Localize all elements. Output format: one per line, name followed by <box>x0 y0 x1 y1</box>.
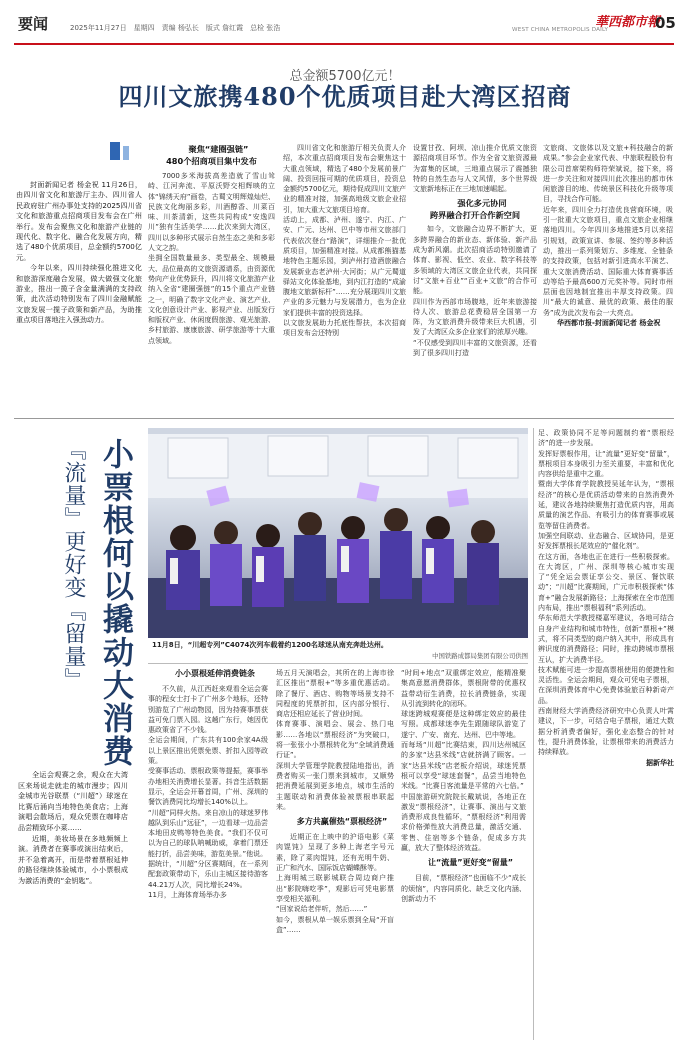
a1-col4b-text: 如今，文旅融合边界不断扩大，更多跨界融合的新业态、新体验、新产品成为新风潮。此次招商活动特别邀请了体育、影视、低空、农业、数字科技等多领域的大湾区文旅企业代表，共同探讨“文旅+百业”“百业+文旅”的合作可能。 四川作为西部市场腹地，近年来旅游接待人次、旅游总花费稳居全国第一方阵，为文旅消费升级带来巨大机遇，引发了大湾区众多企业家们的浓厚兴趣。 “不仅感受到四川丰富的文旅资源，还看到了很多四川打造 <box>413 225 537 358</box>
a1-subhead-2: 强化多元协同 跨界融合打开合作新空间 <box>429 198 521 221</box>
masthead-logo: 華西都市報 <box>595 15 661 30</box>
a2-col4-text: 足、政策协同不足等问题制约着“票根经济”的进一步发展。 发挥好票根作用，让“流量”更好变“留量”，票根项目本身吸引力至关重要，丰富和优化内容供给是重中之重。 暨南大学体育学院教授吴延年认为，“票根经济”的核心是优质活动带来的自然消费外延，建议各地持续聚焦打造优质内容，用高质量的演艺作品、有吸引力的体育赛事或展览等留住消费者。 加强空间联动、业态融合、区域协同，是更好发挥票根长尾效应的“催化剂”。 在这方面，各地也正在进行一些积极探索。在大湾区，广州、深圳等核心城市实现了“凭全运会票证享公交、景区、餐饮联动”；“川超”比赛期间，广元市积极探索“体育+”融合发展新路径；上海探索在全市范围内布局，推出“票根福利”系列活动。 华东师范大学教授楼嘉军建议，各地可结合自身产业结构和城市特性，创新“票根+”模式，将不同类型的商户纳入其中，形成具有辨识度的消费路径；同时，推动跨城市票根互认，扩大消费半径。 技术赋能可进一步提高票根使用的便捷性和灵活性。全运会期间，观众可凭电子票根，在深圳消费体育中心免费体验旅百种新奇产品。 西南财经大学消费经济研究中心负责人叶霄建议，下一步，可结合电子票根，通过大数据分析消费者偏好，强化业态整合的针对性，提升消费体验，让票根带来的消费活力持续释放。 <box>538 429 674 757</box>
a1-col5-text: 文旅商、文旅体以及文旅+科技融合的新成果。”参会企业家代表、中旅联程股份有限公司首席架构师符荣斌说，接下来，将进一步关注和对接四川此次推出的都市休闲旅游目的地、传统景区科技化升级等项目，寻找合作可能。 近年来，四川全力打造优良营商环境，吸引一批重大文旅项目，重点文旅企业相继落地四川。今年四川多地推进5月以来招引规划，政策宣讲、参展、签约等多种活动，推出一系列策划方、多维度、全链条的支持政策，包括对新引进高水平演艺、重大文旅消费活动、国际重大体育赛事活动等给予最高600万元奖补等。同时市州层面也因地制宜推出丰厚支持政策。四川“最大的诚意、最优的政策、最佳的服务”成为此次发布会一大亮点。 <box>543 144 673 317</box>
a2-col2b-text: 近期正在上映中的沪语电影《菜肉馄饨》呈现了多种上海老字号元素，除了菜肉馄饨，还有光明牛奶、正广和汽水、国际饭店蝴蝶酥等。 上海明城三联影城联合周边商户推出“影院嗨吃季”，观影后可凭电影票享受相关福利。 “回家说给老伴听，然后……” 如今，票根从单一娱乐票到全局“开盲盒”…… <box>276 833 394 934</box>
header-info: 2025年11月27日 星期四 责编 杨弘长 版式 詹红霞 总检 张浩 <box>70 24 281 32</box>
decor-bars <box>110 142 140 162</box>
a2-lead <box>18 770 128 1040</box>
a2-lead-p1: 全运会观赛之余，观众在大湾区来场说走就走的城市漫步；四川金城市光谷联票（“川超”）球迷在比赛后涌向当地特色美食店；上海演唱会散场后，观众凭票在咖啡店品尝精致环小菜…… <box>18 770 128 832</box>
a1-lead-p1: 封面新闻记者 杨金祝 11月26日，由四川省文化和旅游厅主办、四川省人民政府驻广州办事处支持的2025四川省文化和旅游重点招商项目发布会在广州举行。发布会聚焦文化和旅游产业链的现代化、数字化、融合化发展方向，精选了480个优质项目，总金额约5700亿元。 <box>16 180 142 262</box>
a1-col5 <box>543 143 673 408</box>
a2-lead-p2: 近期，美妆场景在多地频频上演。消费者在赛事或演出结束后，并不急着离开，而是带着票根延伸的路径继续体验城市，小小票根成为激活消费的“金钥匙”。 <box>18 833 128 885</box>
a2-col1 <box>148 668 268 1040</box>
page-number: 05 <box>655 14 676 32</box>
news-photo <box>148 428 528 638</box>
a1-col4-text: 设置甘孜、阿坝、凉山推介优质文旅资源招商项目环节。作为全省文旅资源最为富集的区域，三地重点展示了震撼独特的自然生态与人文风情，多个世界级文旅新地标正在三地加速崛起。 <box>413 144 537 194</box>
a2-headline-vertical: 小票根何以撬动大消费 <box>97 438 133 768</box>
a1-col3-text: 四川省文化和旅游厅相关负责人介绍，本次重点招商项目发布会聚焦这十大重点领域，精选了480个发展前景广阔、投资回报可期的优质项目，投资总金额约5700亿元，期待促成四川文旅产业的精准对接，加强高地级文旅企业招引，加大重大文旅项目培育。 活动上，成都、泸州、遂宁、内江、广安、广元、达州、巴中等市州文旅部门代表依次登台“路演”，详细推介一批优质项目，加强精准对接。从成都熊猫基地特色主题乐园，到泸州打造酒旅融合发展新业态老泸州·大河街；从广元蜀道驿站文化体验基地，到内江打造的“成渝腹地文旅新标杆”……充分展现四川文旅产业的多元魅力与发展潜力，也为企业家们提供丰富的投资选择。 以文旅发展助力托底性帮扶，本次招商项目发布会还特别 <box>283 144 406 338</box>
photo-drawing <box>148 428 528 638</box>
a2-col1-text: 不久前，从江西赶来观看全运会赛事的程女士打卡了广州多个地标，还特别游览了广州动物园，因为持赛事票获益可免门票入园。这趟广东行，她因优惠政策省了不少钱。 全运会期间，广东共有100余家4A级以上景区推出凭票免票、折扣入园等政策。 受赛事活动、票根政策等提振，赛事举办地相关消费增长显著。抖音生活数据显示，全运会开幕首周，广州、深圳的餐饮消费同比均增长140%以上。 “川超”同样火热。来自凉山的球迷罗伟越队到乐山“远征”，一边看球一边品尝本地田皮鸭等特色美食。“我们不仅可以为自己的球队呐喊助威，拿着门票还能打折，品尝美味，游览美景。”他说。 据统计，“川超”分区赛期间，在一系列配套政策带动下，乐山主城区接待游客44.21万人次，同比增长24%。 11月，上海体育场举办多 <box>148 685 268 899</box>
masthead-english: WEST CHINA METROPOLIS DAILY <box>512 27 609 33</box>
a2-col2 <box>276 668 394 1040</box>
header-rule <box>14 43 674 45</box>
photo-credit: 中国铁路成都局集团有限公司供图 <box>432 652 528 660</box>
a1-col2 <box>148 143 275 408</box>
a1-col3 <box>283 143 406 408</box>
a1-subhead-1: 聚焦“建圈强链” 480个招商项目集中发布 <box>166 144 257 166</box>
a1-kicker: 总金额5700亿元！ <box>289 69 401 84</box>
a2-byline: 据新华社 <box>646 758 674 767</box>
a2-col4 <box>538 428 674 1040</box>
a2-subhead-2: 多方共赢催热“票根经济” <box>296 817 388 827</box>
section-tag: 要闻 <box>18 15 49 33</box>
a1-headline: 四川文旅携480个优质项目赴大湾区招商 <box>118 82 572 111</box>
a1-byline: 华西都市报-封面新闻记者 杨金祝 <box>557 319 661 328</box>
photo-caption: 11月8日，“川超专列”C4074次列车载着约1200名球迷从南充奔赴达州。 <box>152 641 388 649</box>
article-divider <box>14 418 674 419</box>
a2-kicker-vertical: 『流量』更好变『留量』 <box>61 438 86 691</box>
a2-col3b-text: 目前，“票根经济”也面临不少“成长的烦恼”，内容同质化、缺乏文化内涵、创新动力不 <box>401 874 526 903</box>
a1-lead <box>16 180 142 370</box>
page-header <box>0 0 690 46</box>
a2-subhead-1: 小小票根延伸消费链条 <box>175 669 255 678</box>
a1-lead-p2: 今年以来，四川持续强化推进文化和旅游深度融合发展，做大做强文化旅游业，推出一揽子含金量满满的支持政策，此次活动特别发布了四川金融赋能文旅发展一揽子政策和新产品，为助推重点项目落地注入强劲动力。 <box>16 263 142 325</box>
a2-col3-text: “时间+地点”双重绑定效应，能精准聚集高意愿消费群体，票根附带的优惠权益带动衍生消费，拉长消费链条，实现从引流到转化的闭环。 球迷跨城观赛便是这种绑定效应的最佳写照。成都球迷李先生跟随球队游览了遂宁、广安、南充、达州、巴中等地。 而每场“川超”比赛结束，四川达州城区的多家“达县米线”店就挤满了顾客。一家“达县米线”店老板介绍说，球迷凭票根可以享受“球迷套餐”，品尝当地特色米线。“比赛日客流量是平常的六七倍。” 中国旅游研究院院长戴斌说，各地正在激发“票根经济”，让赛事、演出与文旅消费形成良性循环，“票根经济”利用需求价格弹性放大消费总量，激活交通、零售、住宿等多个链条，促成多方共赢，放大了整体经济效益。 <box>401 669 526 853</box>
photo-rule <box>148 663 528 664</box>
a2-col3 <box>401 668 526 1040</box>
col-rule-right <box>533 428 534 1040</box>
a2-subhead-3: 让“流量”更好变“留量” <box>427 858 514 868</box>
a1-col2-text: 7000多米海拔高差造就了雪山耸峙、江河奔流、平原沃野交相辉映的立体“锦绣天府”画卷，古蜀文明辉煌灿烂、民族文化绚丽多彩，川酒醇香、川菜百味、川茶清新，这些共同构成“安逸四川”独有生活美学……此次来到大湾区，四川以多种形式展示自然生态之美和多彩人文之韵。 坐拥全国数量最多、类型最全、规模最大、品位最高的文旅资源谱系，由资源优势向产业优势跃升，四川将文化旅游产业纳入全省“建圈强链”的15个重点产业链之一，明确了数字文化产业、演艺产业、文化创意设计产业、影视产业、出版发行和版权产业、休闲度假旅游、观光旅游、乡村旅游、康康旅游、研学旅游等十大重点领域。 <box>148 172 275 345</box>
a1-col4 <box>413 143 537 408</box>
a2-col2-text: 场五月天演唱会，其所在的上海市徐汇区推出“票根+”等多重优惠活动。除了餐厅、酒店、购物等场景支持不同程度的凭票折扣，区内部分银行、商店还相应延长了营业时间。 体育赛事、演唱会、展会、热门电影……各地以“票根经济”为突破口，将一张张小小票根转化为“全域消费通行证”。 深圳大学管理学院教授陆地指出，消费者购买一张门票来到城市，又顺势把消费延展到更多地点，城市生活的主题联动和消费体验被票根串联起来。 <box>276 669 394 811</box>
